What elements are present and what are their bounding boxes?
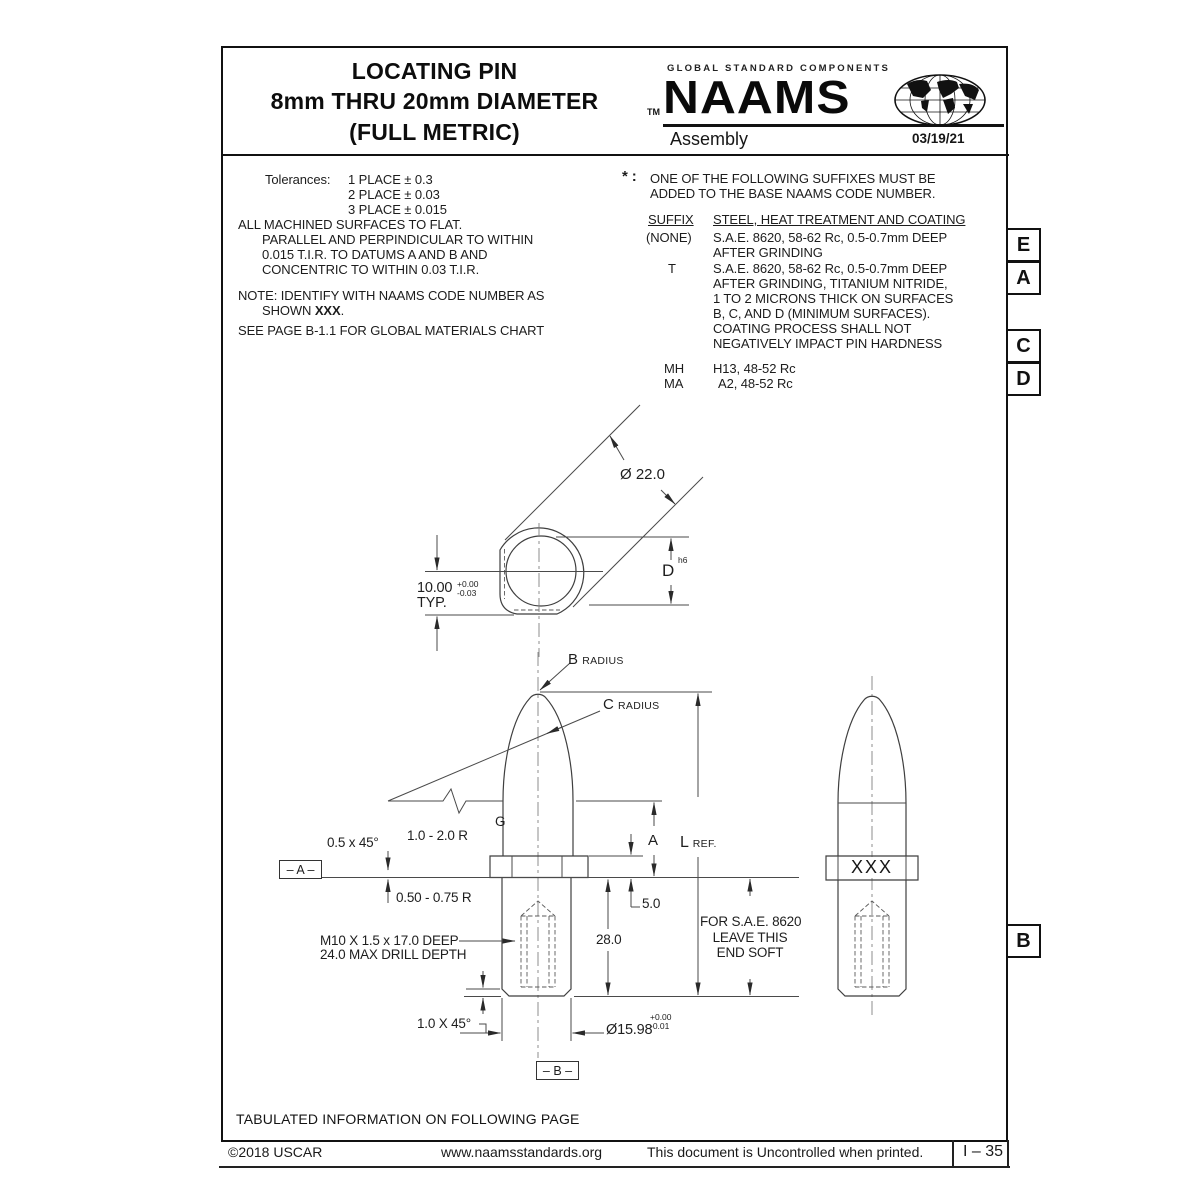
footer-uncontrolled: This document is Uncontrolled when printed. [647, 1144, 924, 1160]
see-page-note: SEE PAGE B-1.1 FOR GLOBAL MATERIALS CHART [238, 323, 545, 338]
footer-website: www.naamsstandards.org [441, 1144, 603, 1160]
datum-b-flag: – B – [536, 1061, 579, 1080]
suffix-t-line-4: B, C, AND D (MINIMUM SURFACES). [713, 306, 931, 321]
footer-bottom-rule [219, 1166, 1010, 1168]
suffix-none-line-1: S.A.E. 8620, 58-62 Rc, 0.5-0.7mm DEEP [713, 230, 948, 245]
footer-page-number: I – 35 [963, 1143, 1004, 1160]
brand-rule [663, 124, 1004, 127]
dim-flat-value: 10.00 [417, 580, 453, 596]
note-soft-end: FOR S.A.E. 8620 LEAVE THIS END SOFT [700, 914, 802, 960]
treatment-col-header: STEEL, HEAT TREATMENT AND COATING [713, 212, 966, 227]
zone-box-c: C [1006, 329, 1041, 363]
code-mark: XXX [845, 857, 899, 878]
footer-right-tick [1007, 1140, 1009, 1167]
title-line-1: LOCATING PIN [351, 58, 518, 84]
dim-radius-top: 1.0 - 2.0 R [407, 828, 468, 843]
dim-thread-callout: M10 X 1.5 x 17.0 DEEP 24.0 MAX DRILL DEPTH [320, 933, 467, 962]
dim-d-fit: h6 [678, 555, 688, 565]
suffix-ma-line-1: A2, 48-52 Rc [718, 376, 793, 391]
zone-box-b: B [1006, 924, 1041, 958]
tolerance-place-3: 3 PLACE ± 0.015 [348, 202, 447, 217]
sheet-border [221, 46, 1008, 1142]
dim-5: 5.0 [642, 896, 661, 911]
dim-outer-diameter: Ø 22.0 [620, 466, 666, 483]
suffix-row-none: (NONE) [646, 230, 692, 245]
dim-chamfer-top: 0.5 x 45° [327, 835, 379, 850]
dim-flat-tol-minus: -0.03 [457, 588, 477, 598]
dim-flat-typ: TYP. [417, 595, 447, 611]
header-divider [221, 154, 1009, 156]
label-c-radius: C RADIUS [603, 696, 660, 713]
suffix-t-line-5: COATING PROCESS SHALL NOT [713, 321, 912, 336]
suffix-none-line-2: AFTER GRINDING [713, 245, 823, 260]
title-line-3: (FULL METRIC) [349, 119, 520, 145]
suffix-row-ma: MA [664, 376, 684, 391]
surfaces-note-2: PARALLEL AND PERPINDICULAR TO WITHIN [262, 232, 534, 247]
dim-shank-tol-minus: -0.01 [650, 1021, 670, 1031]
title-line-2: 8mm THRU 20mm DIAMETER [270, 88, 599, 114]
brand-tm: TM [647, 107, 660, 117]
suffix-row-t: T [668, 261, 676, 276]
dim-28: 28.0 [596, 932, 622, 947]
brand-wordmark: NAAMS [663, 71, 851, 123]
suffix-t-line-6: NEGATIVELY IMPACT PIN HARDNESS [713, 336, 943, 351]
tolerance-place-1: 1 PLACE ± 0.3 [348, 172, 433, 187]
dim-shank-diameter: Ø15.98 [606, 1022, 653, 1038]
label-g: G [495, 814, 506, 829]
suffix-intro-2: ADDED TO THE BASE NAAMS CODE NUMBER. [650, 186, 936, 201]
dim-flat-tol-plus: +0.00 [457, 579, 479, 589]
dim-l-ref: L REF. [680, 834, 717, 851]
dim-shank-tol-plus: +0.00 [650, 1012, 672, 1022]
label-b-radius: B RADIUS [568, 651, 624, 668]
suffix-row-mh: MH [664, 361, 685, 376]
dim-radius-bottom: 0.50 - 0.75 R [396, 890, 472, 905]
suffix-t-line-1: S.A.E. 8620, 58-62 Rc, 0.5-0.7mm DEEP [713, 261, 948, 276]
tolerances-label: Tolerances: [265, 172, 331, 187]
dim-d-letter: D [662, 561, 675, 580]
suffix-t-line-3: 1 TO 2 MICRONS THICK ON SURFACES [713, 291, 954, 306]
zone-box-e: E [1006, 228, 1041, 262]
footer-copyright: ©2018 USCAR [228, 1144, 323, 1160]
tolerance-place-2: 2 PLACE ± 0.03 [348, 187, 440, 202]
suffix-col-header: SUFFIX [648, 212, 694, 227]
surfaces-note-3: 0.015 T.I.R. TO DATUMS A AND B AND [262, 247, 488, 262]
surfaces-note-4: CONCENTRIC TO WITHIN 0.03 T.I.R. [262, 262, 480, 277]
brand-subtitle: Assembly [670, 129, 749, 149]
zone-box-a: A [1006, 261, 1041, 295]
asterisk-marker: * : [622, 168, 637, 185]
dim-chamfer-bottom: 1.0 X 45° [417, 1016, 471, 1031]
footer-divider-tick [952, 1140, 954, 1167]
suffix-intro-1: ONE OF THE FOLLOWING SUFFIXES MUST BE [650, 171, 936, 186]
identify-note-1: NOTE: IDENTIFY WITH NAAMS CODE NUMBER AS [238, 288, 545, 303]
revision-date: 03/19/21 [912, 131, 965, 146]
suffix-t-line-2: AFTER GRINDING, TITANIUM NITRIDE, [713, 276, 948, 291]
tabulated-note: TABULATED INFORMATION ON FOLLOWING PAGE [236, 1111, 580, 1127]
brand-tagline: GLOBAL STANDARD COMPONENTS [667, 63, 891, 74]
zone-box-d: D [1006, 362, 1041, 396]
datum-a-flag: – A – [279, 860, 322, 879]
dim-a-label: A [648, 832, 659, 849]
suffix-mh-line-1: H13, 48-52 Rc [713, 361, 796, 376]
surfaces-note-1: ALL MACHINED SURFACES TO FLAT. [238, 217, 463, 232]
identify-note-2: SHOWN XXX. [262, 303, 345, 318]
